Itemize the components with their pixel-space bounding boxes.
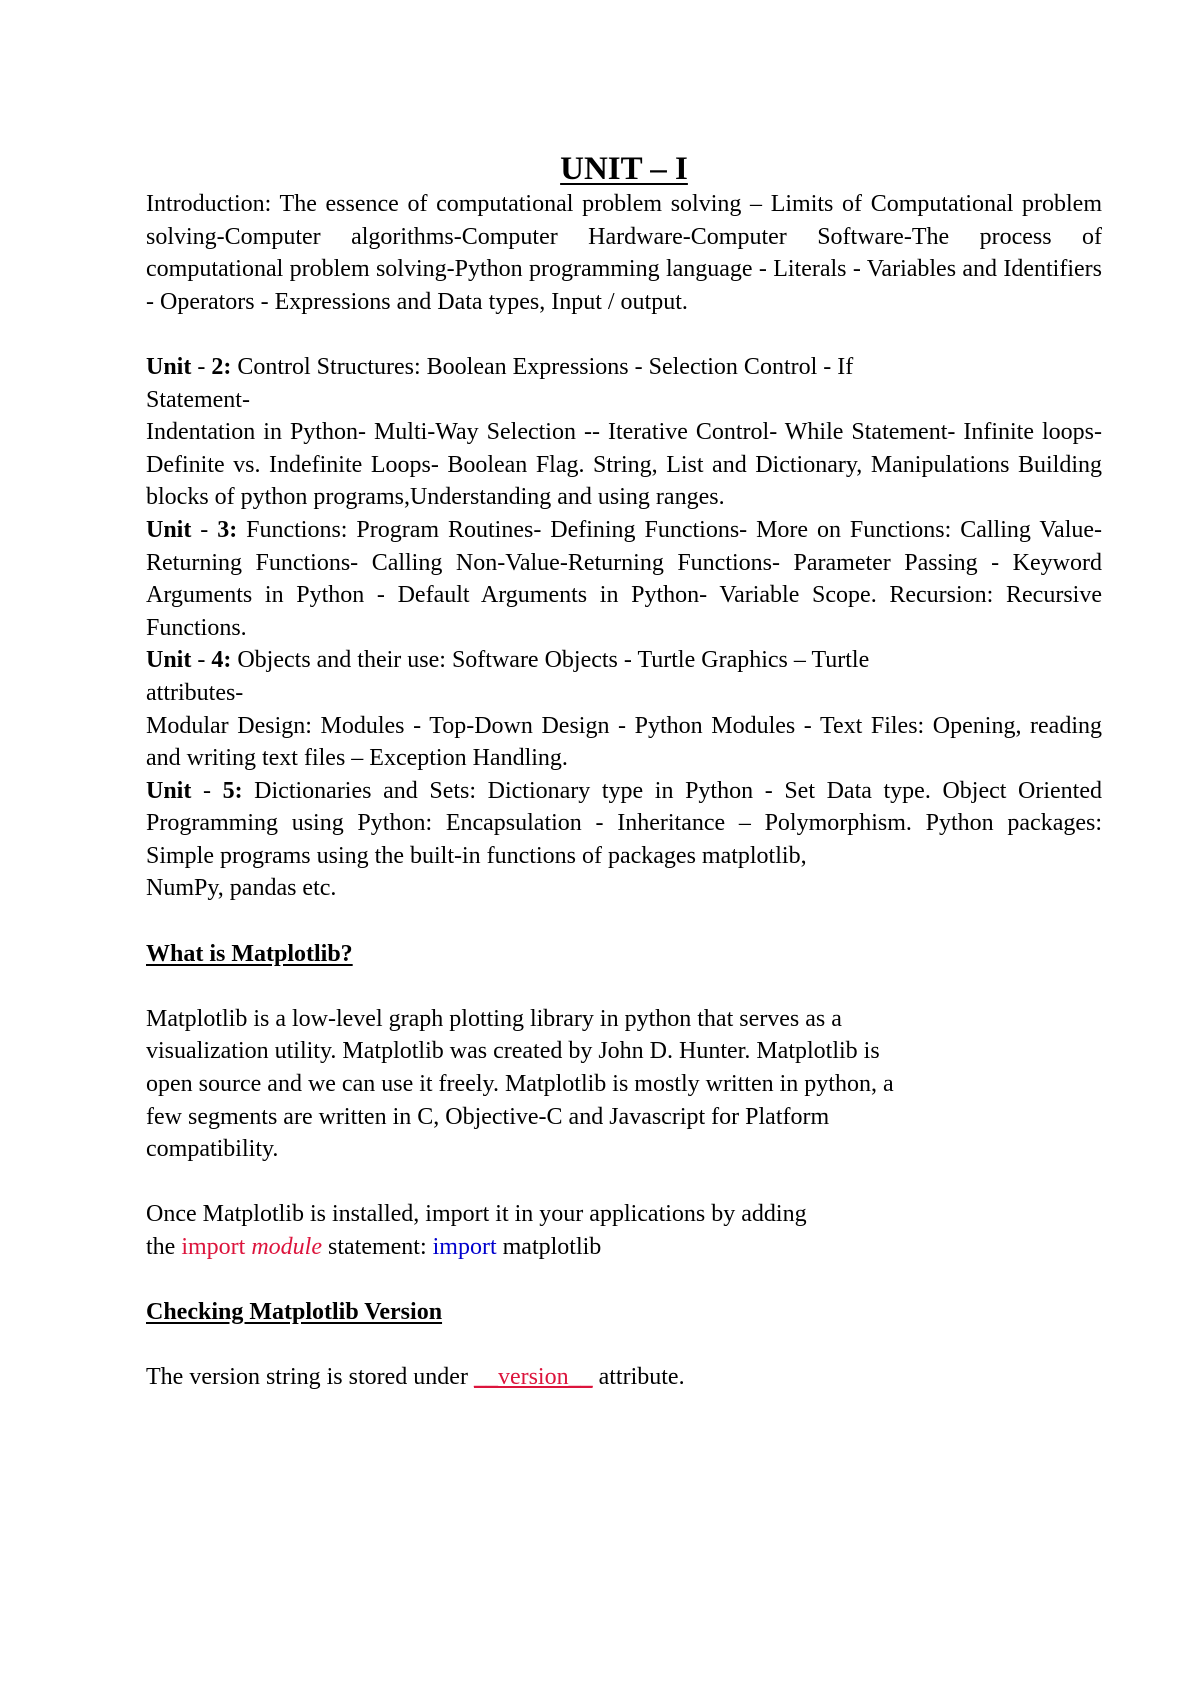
spacer: [146, 1264, 1102, 1297]
unit5-dash: -: [191, 777, 223, 804]
unit5-last-line: NumPy, pandas etc.: [146, 875, 337, 902]
import-package-name: matplotlib: [496, 1234, 602, 1260]
import-the: the: [146, 1234, 182, 1260]
import-keyword: import: [181, 1234, 246, 1260]
unit2-dash: -: [191, 353, 212, 380]
unit4-heading-line: [146, 644, 1102, 677]
matplotlib-line: few segments are written in C, Objective-C and Javascript for Platform: [146, 1103, 830, 1130]
unit3-number: 3:: [217, 516, 238, 543]
unit2-heading-line: [146, 351, 1102, 384]
unit4-dash: -: [191, 647, 212, 674]
matplotlib-line: visualization utility. Matplotlib was created by John D. Hunter. Matplotlib is: [146, 1038, 880, 1065]
unit1-paragraph: Introduction: The essence of computational problem solving – Limits of Computational problem solving-Computer algorithms-Computer Hardware-Computer Software-The process of computational problem solving-Python programming language - Literals - Variables and Identifiers - Operators - Expressions and Data types, Input / output.: [146, 191, 1102, 315]
unit2-line1: Control Structures: Boolean Expressions - Selection Control - If: [231, 353, 854, 380]
unit4-line2: attributes-: [146, 679, 244, 706]
version-prefix: The version string is stored under: [146, 1364, 474, 1391]
unit5-body: Dictionaries and Sets: Dictionary type in Python - Set Data type. Object Oriented Programming using Python: Encapsulation - Inheritance – Polymorphism. Python packages: Simple programs using the built-in functions of packages matplotlib,: [146, 777, 1102, 869]
import-line-1: Once Matplotlib is installed, import it in your applications by adding: [146, 1201, 807, 1228]
version-heading: Checking Matplotlib Version: [146, 1299, 443, 1326]
unit5-label: Unit: [146, 777, 192, 804]
unit4-number: 4:: [211, 647, 232, 674]
unit3-paragraph: [146, 514, 1102, 644]
matplotlib-heading: What is Matplotlib?: [146, 940, 353, 967]
unit5-paragraph: [146, 775, 1102, 873]
matplotlib-line: Matplotlib is a low-level graph plotting library in python that serves as a: [146, 1005, 842, 1032]
unit3-dash: -: [191, 516, 218, 543]
matplotlib-line: compatibility.: [146, 1136, 279, 1163]
import-module-word: module: [251, 1234, 322, 1260]
unit4-line1: Objects and their use: Software Objects - Turtle Graphics – Turtle: [231, 647, 870, 674]
unit3-label: Unit: [146, 516, 192, 543]
unit2-line2: Statement-: [146, 386, 250, 413]
spacer: [146, 1166, 1102, 1199]
unit4-label: Unit: [146, 647, 192, 674]
import-statement-text: statement:: [321, 1234, 433, 1260]
document-page: [146, 150, 1102, 1394]
version-attribute: __version__: [473, 1364, 593, 1391]
unit2-body: Indentation in Python- Multi-Way Selection -- Iterative Control- While Statement- Infinite loops- Definite vs. Indefinite Loops- Boolean Flag. String, List and Dictionary, Manipulations Building blocks of python programs,Understanding and using ranges.: [146, 419, 1102, 511]
unit2-number: 2:: [211, 353, 232, 380]
unit5-number: 5:: [222, 777, 243, 804]
version-suffix: attribute.: [592, 1364, 685, 1391]
spacer: [146, 318, 1102, 351]
import-keyword-code: import: [432, 1234, 497, 1260]
page-title: UNIT – I: [560, 151, 688, 187]
unit3-body: Functions: Program Routines- Defining Functions- More on Functions: Calling Value-Returning Functions- Calling Non-Value-Returning Functions- Parameter Passing - Keyword Arguments in Python - Default Arguments in Python- Variable Scope. Recursion: Recursive Functions.: [146, 516, 1102, 641]
spacer: [146, 905, 1102, 938]
import-line-2: [146, 1231, 1102, 1264]
version-line: [146, 1361, 1102, 1394]
matplotlib-line: open source and we can use it freely. Matplotlib is mostly written in python, a: [146, 1071, 894, 1098]
spacer: [146, 1329, 1102, 1362]
spacer: [146, 970, 1102, 1003]
unit4-body: Modular Design: Modules - Top-Down Design - Python Modules - Text Files: Opening, reading and writing text files – Exception Handling.: [146, 712, 1102, 772]
unit2-label: Unit: [146, 353, 192, 380]
